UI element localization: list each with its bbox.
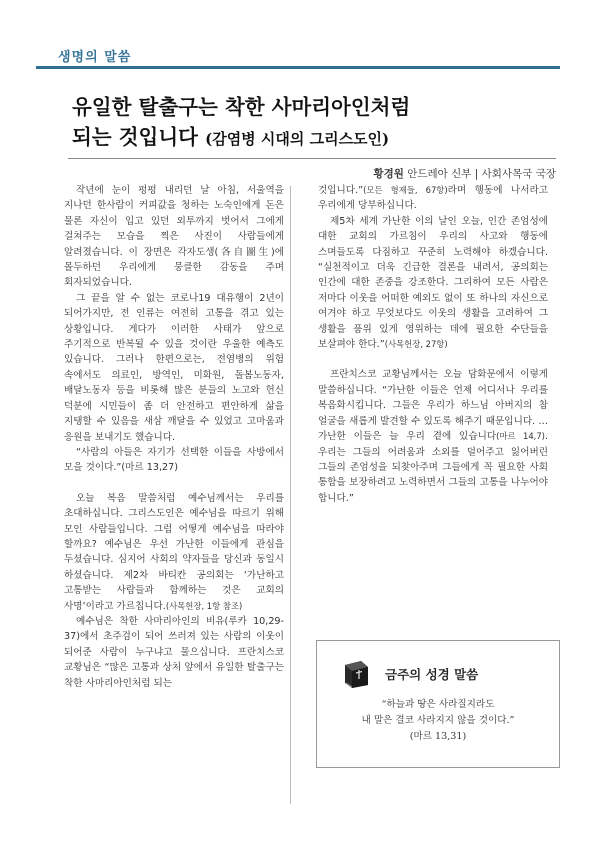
verse-reference: (마르 13,31): [409, 731, 467, 742]
left-paragraph-2: 그 끝을 알 수 없는 코로나19 대유행이 2년이 되어가지만, 전 인류는 여전히 고통을 겪고 있는 상황입니다. 게다가 이러한 사태가 앞으로 주기적으로 반복될 수 있을 것이란 우울한 예측도 있습니다. 그러나 한편으로는, 전염병의 위험 속에서도 의료인, 방역인, 미화원, 돌봄노동자, 배달노동자 등을 비롯해 많은 분들의 노고와 헌신 덕분에 시민들이 좀 더 안전하고 편안하게 삶을 지탱할 수 있음을 새삼 깨달을 수 있었고 고마움과 응원을 보내기도 했습니다.: [64, 292, 284, 443]
right-paragraph-1-tail: 라며 행동에 나서라고 우리에게 당부하십니다.: [318, 185, 548, 212]
verse-line-2: 내 말은 결코 사라지지 않을 것이다.”: [361, 715, 515, 726]
left-paragraph-3: [64, 491, 284, 614]
right-paragraph-2-ref: (사목헌장, 27항): [384, 339, 448, 350]
right-paragraph-3-ref: (마르 14,7): [496, 431, 545, 442]
left-paragraph-4: 예수님은 착한 사마리아인의 비유(루카 10,29-37)에서 초주검이 되어 쓰러져 있는 사람의 이웃이 되어준 사람이 누구냐고 물으십니다. 프란치스코 교황님은 “많은 고통과 상처 앞에서 유일한 탈출구는 착한 사마리아인처럼 되는: [64, 615, 284, 689]
left-column: [64, 183, 284, 691]
weekly-verse-box: [316, 640, 560, 768]
verse-heading: 금주의 성경 말씀: [385, 667, 479, 682]
right-paragraph-2-text: 제5차 세계 가난한 이의 날인 오늘, 인간 존엄성에 대한 교회의 가르침이 우리의 사고와 행동에 스며들도록 다짐하고 꾸준히 노력해야 하겠습니다. “실천적이고 더욱 긴급한 결론을 내려서, 공의회는 인간에 대한 존중을 강조한다. 그리하여 모든 사람은 저마다 이웃을 어떠한 예외도 없이 또 하나의 자신으로 여겨야 하고 무엇보다도 이웃의 생활을 고려하여 그 생활을 품위 있게 영위하는 데에 필요한 수단들을 보살펴야 한다.”: [318, 215, 548, 351]
right-column: [318, 183, 548, 506]
left-paragraph-3-ref: (사목헌장, 1항 참조): [165, 600, 243, 611]
section-header: [36, 46, 560, 68]
article-subtitle: (감염병 시대의 그리스도인): [205, 130, 390, 148]
title-line-2-text: 되는 것입니다: [72, 125, 198, 149]
right-paragraph-1: [318, 183, 548, 214]
left-paragraph-3-text: 오늘 복음 말씀처럼 예수님께서는 우리를 초대하십니다. 그리스도인은 예수님을 따르기 위해 모인 사람들입니다. 그럼 어떻게 예수님을 따라야 할까요? 예수님은 우선 가난한 이들에게 관심을 두셨습니다. 심지어 사회의 약자들을 당신과 동일시 하셨습니다. 제2차 바티칸 공의회는 ‘가난하고 고통받는 사람들과 함께하는 것은 교회의 사명’이라고 가르칩니다.: [64, 492, 284, 612]
right-paragraph-1-ref: (모든 형제들, 67항): [363, 185, 448, 195]
column-divider: [290, 186, 291, 804]
header-rule: [36, 66, 560, 69]
title-rule: [68, 158, 556, 159]
left-quote: “사람의 아들은 자기가 선택한 이들을 사방에서 모을 것이다.”(마르 13,27): [64, 446, 284, 474]
section-title: 생명의 말씀: [58, 50, 132, 65]
title-line-1: 유일한 탈출구는 착한 사마리아인처럼: [72, 95, 411, 119]
right-paragraph-3-tail: . 우리는 그들의 어려움과 소외를 덜어주고 잃어버린 그들의 존엄성을 되찾아주며 그들에게 꼭 필요한 사회 통합을 보장하려고 노력하면서 그들의 고통을 나누어야 합니다.”: [318, 431, 549, 504]
right-paragraph-2: [318, 214, 548, 353]
article-title: [72, 92, 552, 154]
verse-text: [317, 697, 559, 745]
byline: [373, 166, 556, 181]
author-name: 황경원: [373, 168, 404, 180]
right-paragraph-3: [318, 367, 548, 506]
title-line-2: [72, 122, 552, 154]
author-role: 안드레아 신부 | 사회사목국 국장: [407, 168, 556, 180]
bible-book-icon: [341, 659, 371, 689]
right-paragraph-1-text: 것입니다.”: [318, 185, 364, 196]
verse-line-1: “하늘과 땅은 사라질지라도: [381, 699, 495, 710]
right-paragraph-3-text: 프란치스코 교황님께서는 오늘 담화문에서 이렇게 말씀하십니다. “가난한 이들은 언제 어디서나 우리를 복음화시킵니다. 그들은 우리가 하느님 아버지의 참 얼굴을 새롭게 발견할 수 있도록 해주기 때문입니다. … 가난한 이들은 늘 우리 곁에 있습니다: [318, 369, 548, 443]
left-paragraph-1: 작년에 눈이 펑펑 내리던 날 아침, 서울역을 지나던 한사람이 커피값을 청하는 노숙인에게 돈은 물론 자신이 입고 있던 외투까지 벗어서 그에게 걸쳐주는 모습을 찍은 사진이 사람들에게 알려졌습니다. 이 장면은 각자도생(各自圖生)에 몰두하던 우리에게 뭉클한 감동을 주며 회자되었습니다.: [64, 185, 284, 289]
